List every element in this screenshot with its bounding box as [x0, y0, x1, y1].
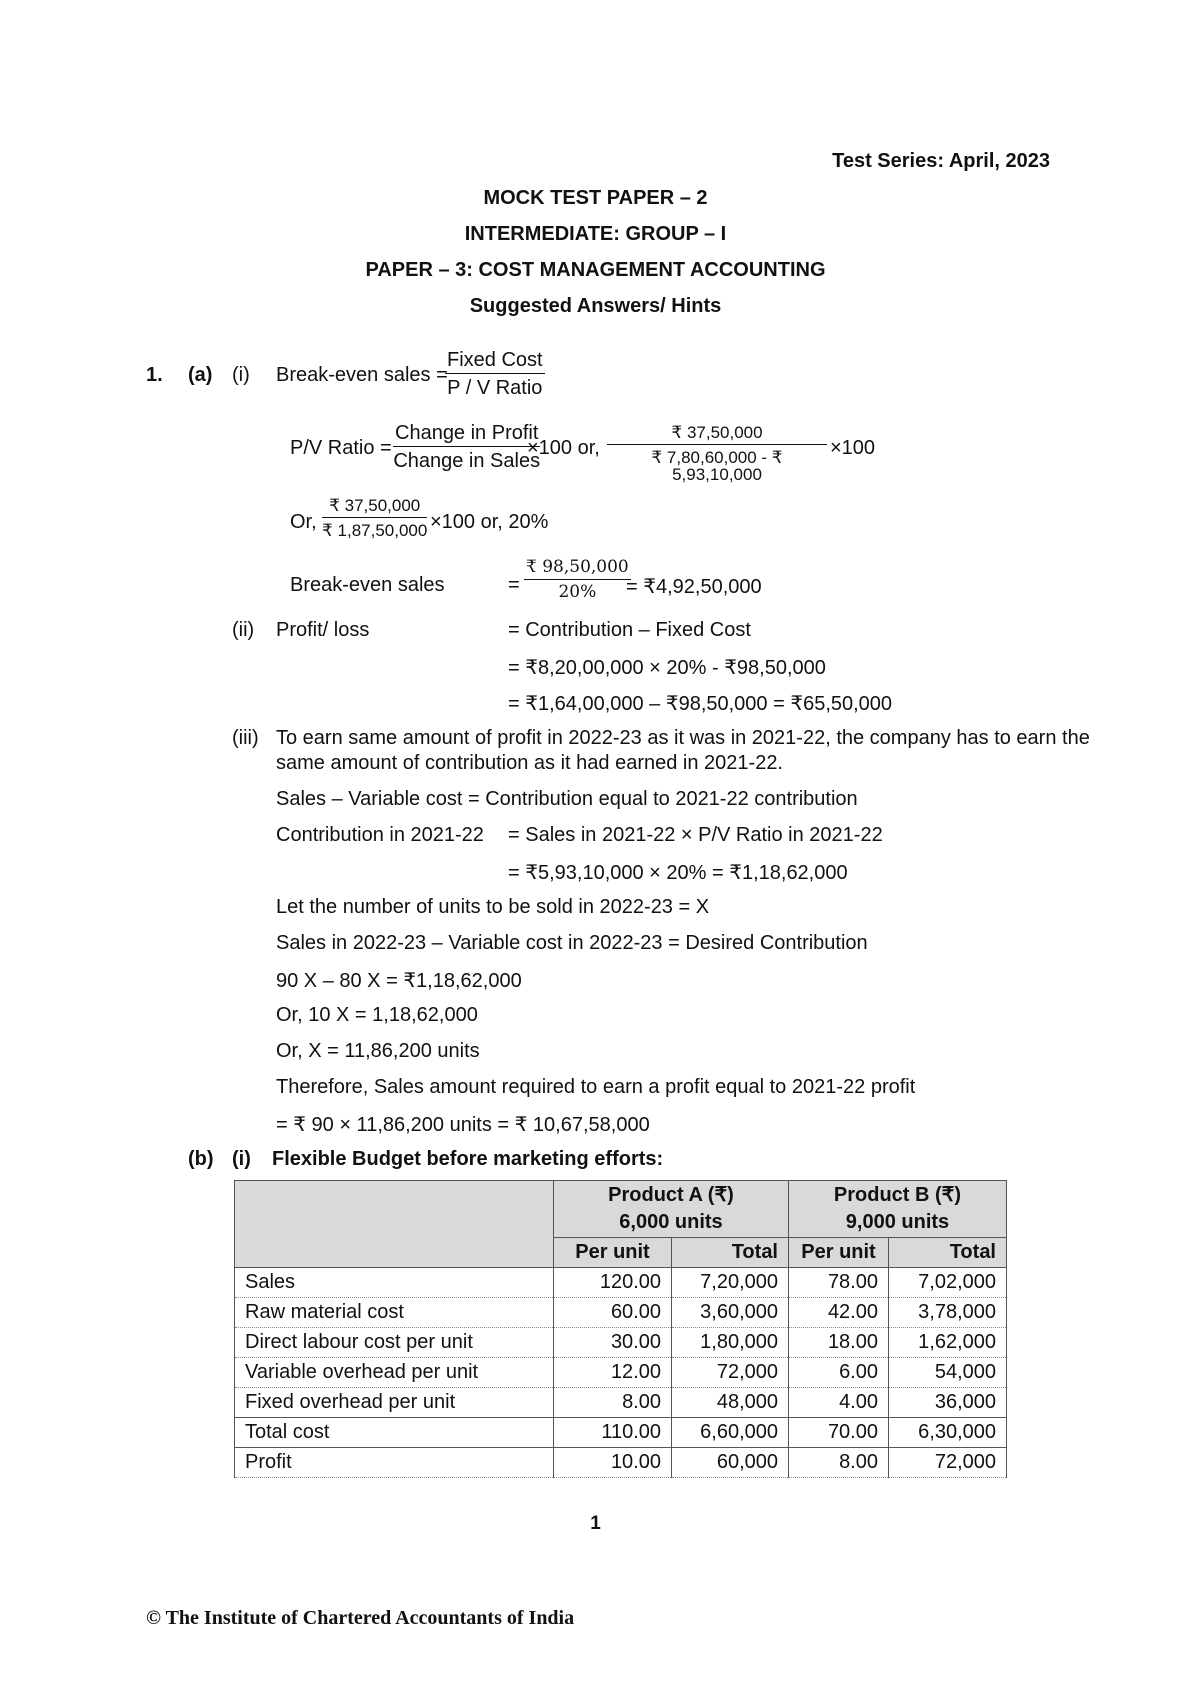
product-b-title: Product B (₹) — [833, 1184, 962, 1206]
a-total-cell: 48,000 — [672, 1388, 789, 1418]
contribution-formula: = Sales in 2021-22 × P/V Ratio in 2021-22 — [508, 824, 883, 846]
question-number: 1. — [146, 364, 163, 386]
break-even-value-fraction — [524, 559, 631, 601]
iii-text-line-9: Or, 10 X = 1,18,62,000 — [276, 1004, 478, 1026]
flexible-budget-title: Flexible Budget before marketing efforts: — [272, 1148, 664, 1170]
page-number: 1 — [590, 1513, 601, 1534]
b-per-unit-cell: 42.00 — [789, 1298, 889, 1328]
row-label-cell: Direct labour cost per unit — [235, 1328, 554, 1358]
b-total-cell: 7,02,000 — [889, 1268, 1007, 1298]
or-label: Or, — [290, 511, 317, 533]
table-row — [235, 1448, 1007, 1478]
fraction-numerator: Fixed Cost — [445, 350, 545, 374]
row-label-cell: Raw material cost — [235, 1298, 554, 1328]
paper-title: MOCK TEST PAPER – 2 — [483, 187, 708, 209]
sub-i-label: (i) — [232, 364, 250, 386]
equals-sign: = — [508, 574, 520, 596]
profit-loss-label: Profit/ loss — [276, 619, 370, 641]
a-total-cell: 7,20,000 — [672, 1268, 789, 1298]
a-total-cell: 72,000 — [672, 1358, 789, 1388]
break-even-label: Break-even sales = — [276, 364, 448, 386]
contribution-label: Contribution in 2021-22 — [276, 824, 484, 846]
product-b-units: 9,000 units — [845, 1211, 950, 1233]
row-label-cell: Variable overhead per unit — [235, 1358, 554, 1388]
b-per-unit-cell: 70.00 — [789, 1418, 889, 1448]
a-total-cell: 1,80,000 — [672, 1328, 789, 1358]
fraction-numerator: Change in Profit — [393, 423, 540, 447]
break-even-sales-label: Break-even sales — [290, 574, 445, 596]
b-per-unit-cell: 8.00 — [789, 1448, 889, 1478]
a-per-unit-cell: 10.00 — [554, 1448, 672, 1478]
table-row — [235, 1328, 1007, 1358]
break-even-result: = ₹4,92,50,000 — [626, 576, 762, 598]
fraction-numerator: ₹ 98,50,000 — [524, 559, 631, 580]
break-even-fraction — [445, 350, 545, 398]
iii-text-line-11: Therefore, Sales amount required to earn a profit equal to 2021-22 profit — [276, 1076, 916, 1098]
product-a-header — [554, 1181, 789, 1238]
or-result: ×100 or, 20% — [430, 511, 549, 533]
table-row — [235, 1418, 1007, 1448]
flexible-budget-table — [234, 1180, 1007, 1478]
row-label-cell: Sales — [235, 1268, 554, 1298]
pv-ratio-label: P/V Ratio = — [290, 437, 392, 459]
iii-text-line-8: 90 X – 80 X = ₹1,18,62,000 — [276, 970, 522, 992]
table-corner-cell — [235, 1181, 554, 1268]
b-per-unit-cell: 78.00 — [789, 1268, 889, 1298]
a-per-unit-cell: 30.00 — [554, 1328, 672, 1358]
fraction-denominator: Change in Sales — [393, 450, 541, 472]
fraction-denominator: ₹ 7,80,60,000 - ₹ 5,93,10,000 — [651, 448, 783, 484]
fraction-denominator: P / V Ratio — [447, 377, 543, 399]
iii-text-line-12: = ₹ 90 × 11,86,200 units = ₹ 10,67,58,000 — [276, 1114, 650, 1136]
a-total-cell: 6,60,000 — [672, 1418, 789, 1448]
profit-line-2: = ₹8,20,00,000 × 20% - ₹98,50,000 — [508, 657, 826, 679]
fraction-numerator: ₹ 37,50,000 — [322, 497, 427, 518]
a-total-cell: 3,60,000 — [672, 1298, 789, 1328]
a-per-unit-cell: 8.00 — [554, 1388, 672, 1418]
iii-text-line-2: same amount of contribution as it had earned in 2021-22. — [276, 752, 783, 774]
iii-text-line-1: To earn same amount of profit in 2022-23 as it was in 2021-22, the company has to earn the — [276, 727, 1090, 749]
pv-ratio-fraction — [393, 423, 540, 471]
b-per-unit-cell: 4.00 — [789, 1388, 889, 1418]
profit-line-1: = Contribution – Fixed Cost — [508, 619, 751, 641]
subject-title: PAPER – 3: COST MANAGEMENT ACCOUNTING — [365, 259, 826, 281]
a-per-unit-header: Per unit — [554, 1238, 672, 1268]
a-total-cell: 60,000 — [672, 1448, 789, 1478]
footer-copyright: © The Institute of Chartered Accountants of India — [146, 1607, 575, 1629]
test-series-label: Test Series: April, 2023 — [832, 150, 1050, 172]
iii-text-line-10: Or, X = 11,86,200 units — [276, 1040, 480, 1062]
product-a-title: Product A (₹) — [608, 1184, 734, 1206]
or-fraction — [322, 497, 427, 539]
b-total-header: Total — [889, 1238, 1007, 1268]
fraction-numerator: ₹ 37,50,000 — [607, 424, 827, 445]
b-total-cell: 72,000 — [889, 1448, 1007, 1478]
table-row — [235, 1298, 1007, 1328]
profit-line-3: = ₹1,64,00,000 – ₹98,50,000 = ₹65,50,000 — [508, 693, 893, 715]
table-row — [235, 1388, 1007, 1418]
product-a-units: 6,000 units — [619, 1211, 723, 1233]
answers-subtitle: Suggested Answers/ Hints — [469, 295, 722, 317]
pv-values-fraction — [607, 424, 827, 483]
b-total-cell: 54,000 — [889, 1358, 1007, 1388]
row-label-cell: Fixed overhead per unit — [235, 1388, 554, 1418]
iii-text-line-3: Sales – Variable cost = Contribution equal to 2021-22 contribution — [276, 788, 858, 810]
iii-text-line-6: Let the number of units to be sold in 2022-23 = X — [276, 896, 710, 918]
table-row — [235, 1268, 1007, 1298]
b-sub-i-label: (i) — [232, 1148, 251, 1170]
b-per-unit-header: Per unit — [789, 1238, 889, 1268]
b-total-cell: 1,62,000 — [889, 1328, 1007, 1358]
table-row — [235, 1358, 1007, 1388]
iii-text-line-7: Sales in 2022-23 – Variable cost in 2022-23 = Desired Contribution — [276, 932, 868, 954]
sub-iii-label: (iii) — [232, 727, 259, 749]
b-per-unit-cell: 18.00 — [789, 1328, 889, 1358]
contribution-value: = ₹5,93,10,000 × 20% = ₹1,18,62,000 — [508, 862, 848, 884]
a-per-unit-cell: 120.00 — [554, 1268, 672, 1298]
product-b-header — [789, 1181, 1007, 1238]
a-total-header: Total — [672, 1238, 789, 1268]
pv-values-multiplier: ×100 — [830, 437, 876, 459]
pv-multiplier-text: ×100 or, — [527, 437, 600, 459]
fraction-denominator: ₹ 1,87,50,000 — [322, 521, 428, 540]
b-total-cell: 36,000 — [889, 1388, 1007, 1418]
a-per-unit-cell: 110.00 — [554, 1418, 672, 1448]
sub-ii-label: (ii) — [232, 619, 255, 641]
row-label-cell: Profit — [235, 1448, 554, 1478]
fraction-denominator: 20% — [558, 582, 597, 602]
row-label-cell: Total cost — [235, 1418, 554, 1448]
b-total-cell: 3,78,000 — [889, 1298, 1007, 1328]
group-title: INTERMEDIATE: GROUP – I — [464, 223, 727, 245]
part-b-label: (b) — [188, 1148, 214, 1170]
a-per-unit-cell: 12.00 — [554, 1358, 672, 1388]
b-per-unit-cell: 6.00 — [789, 1358, 889, 1388]
b-total-cell: 6,30,000 — [889, 1418, 1007, 1448]
part-a-label: (a) — [188, 364, 213, 386]
a-per-unit-cell: 60.00 — [554, 1298, 672, 1328]
